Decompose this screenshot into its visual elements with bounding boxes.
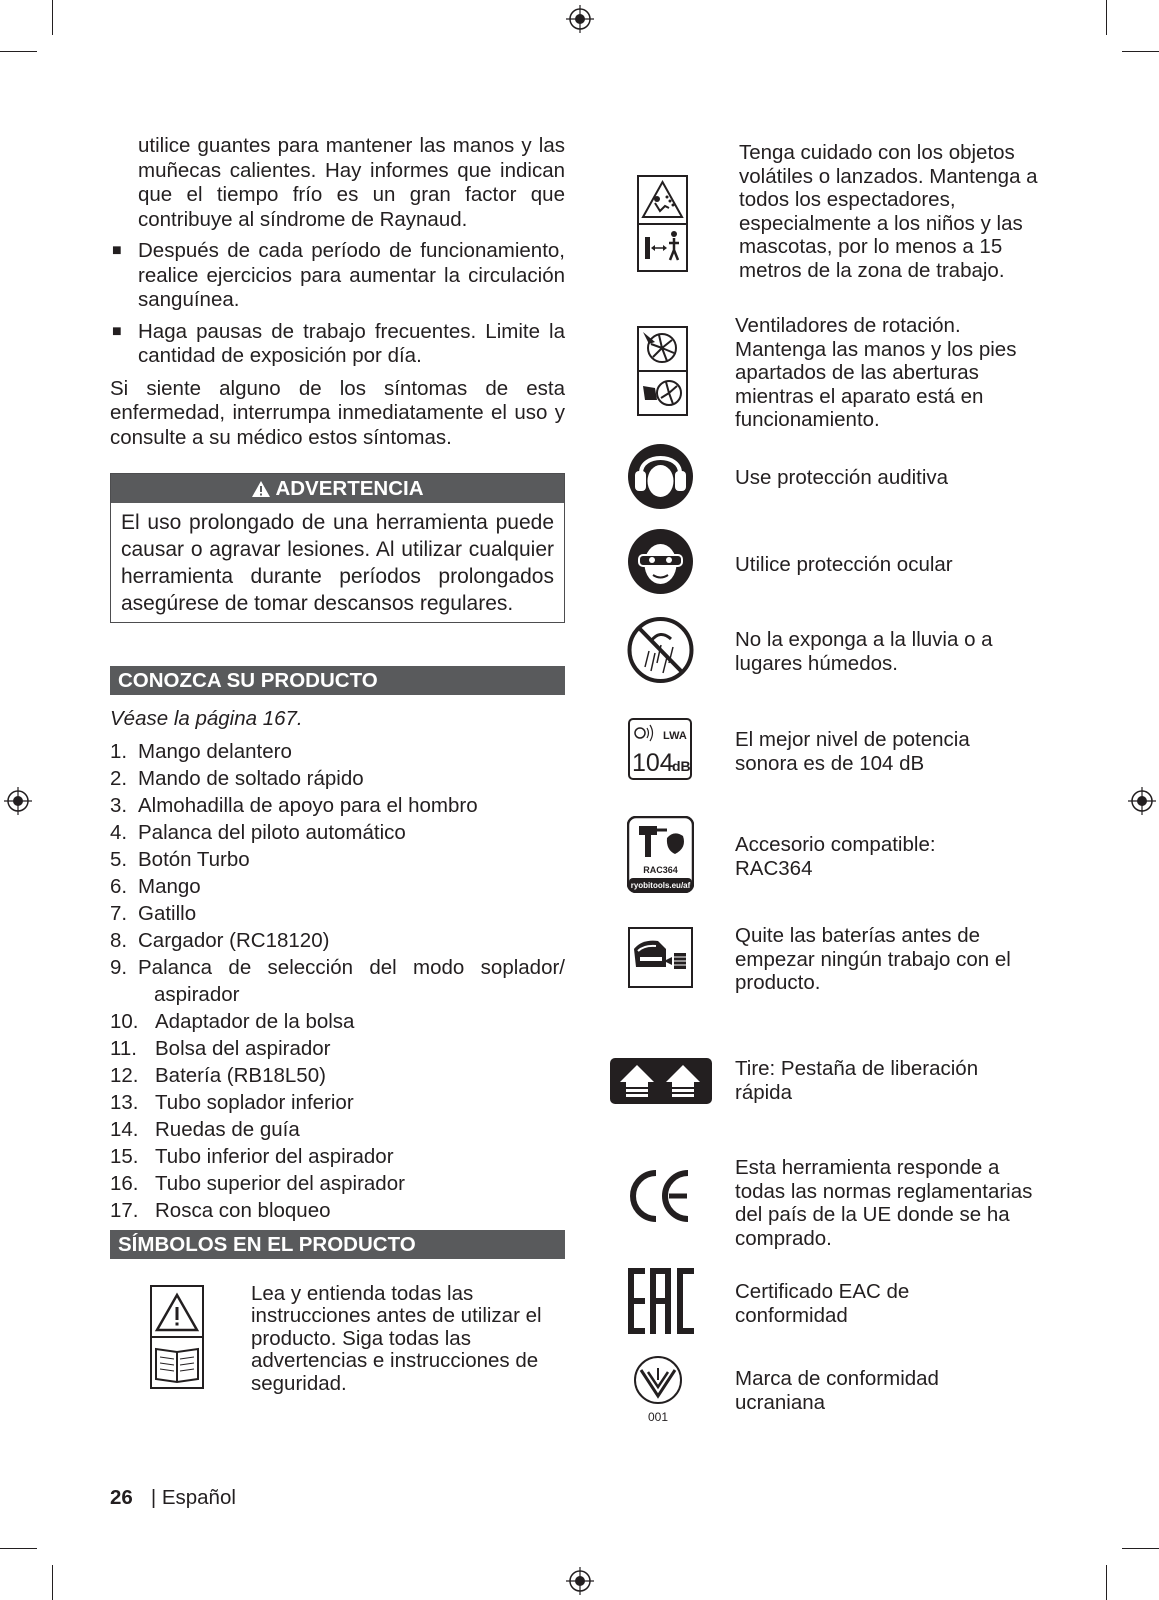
- svg-text:LWA: LWA: [663, 730, 687, 742]
- rotating-fan-icon: [637, 326, 688, 416]
- list-item: 15. Tubo inferior del aspirador: [110, 1144, 394, 1168]
- registration-mark-icon: [566, 5, 594, 33]
- warning-box: [110, 473, 565, 623]
- remove-battery-icon: [628, 927, 693, 988]
- section-heading-product: CONOZCA SU PRODUCTO: [110, 666, 565, 695]
- list-item: 7. Gatillo: [110, 901, 197, 925]
- list-item: 16. Tubo superior del aspirador: [110, 1171, 405, 1195]
- bullet-text: Haga pausas de trabajo frecuentes. Limite la cantidad de exposición por día.: [138, 319, 565, 367]
- svg-text:104: 104: [632, 749, 674, 777]
- list-item: 2. Mando de soltado rápido: [110, 766, 364, 790]
- bullet-text: Después de cada período de funcionamiento, realice ejercicios para aumentar la circulación sanguínea.: [138, 239, 565, 311]
- crop-mark: [52, 0, 53, 35]
- symbol-text: Tenga cuidado con los objetos volátiles o lanzados. Mantenga a todos los espectadores, especialmente a los niños y las mascotas, por lo menos a 15 metros de la zona de trabajo.: [739, 141, 1038, 282]
- registration-mark-icon: [566, 1567, 594, 1595]
- language-label: | Español: [150, 1486, 236, 1509]
- list-item: 8. Cargador (RC18120): [110, 928, 330, 952]
- list-item: 11. Bolsa del aspirador: [110, 1036, 331, 1060]
- symbol-text: Use protección auditiva: [735, 466, 949, 489]
- read-manual-icon: [150, 1285, 204, 1389]
- list-item: 9. Palanca de selección del modo soplador/ aspirador: [110, 955, 565, 1006]
- sound-power-icon: [628, 718, 692, 780]
- symbol-text: Marca de conformidad ucraniana: [735, 1367, 939, 1414]
- left-column: [110, 134, 565, 1395]
- list-item: 13. Tubo soplador inferior: [110, 1090, 354, 1114]
- svg-text:001: 001: [647, 1410, 669, 1424]
- eac-mark-icon: [628, 1268, 694, 1334]
- intro-paragraph: utilice guantes para mantener las manos y las muñecas calientes. Hay informes que indican que el tiempo frío es un gran factor que contribuye al síndrome de Raynaud.: [138, 134, 565, 231]
- crop-mark: [1106, 1565, 1107, 1600]
- symbol-text: El mejor nivel de potencia sonora es de 104 dB: [735, 728, 970, 775]
- symbol-text: Accesorio compatible: RAC364: [735, 833, 936, 880]
- compatible-accessory-icon: [627, 816, 694, 893]
- warning-header: [111, 474, 564, 503]
- no-rain-icon: [627, 615, 694, 685]
- warning-triangle-icon: [251, 480, 271, 498]
- list-item: 17. Rosca con bloqueo: [110, 1198, 331, 1222]
- bullet-square-icon: ■: [112, 242, 122, 259]
- quick-release-pull-icon: [610, 1058, 712, 1104]
- bullet-square-icon: ■: [112, 322, 122, 340]
- svg-text:dB: dB: [672, 758, 691, 774]
- symbol-text: Esta herramienta responde a todas las normas reglamentarias del país de la UE donde se ha comprado.: [735, 1156, 1033, 1250]
- eye-protection-icon: [627, 528, 694, 595]
- symbol-read-manual: [110, 1281, 565, 1395]
- page-footer: [110, 1486, 236, 1510]
- crop-mark: [0, 1548, 37, 1549]
- parts-list: [110, 738, 565, 1224]
- list-item: 12. Batería (RB18L50): [110, 1063, 326, 1087]
- crop-mark: [1122, 1548, 1159, 1549]
- see-page-reference: Véase la página 167.: [110, 707, 303, 730]
- list-item: 10. Adaptador de la bolsa: [110, 1009, 355, 1033]
- warning-text: El uso prolongado de una herramienta puede causar o agravar lesiones. Al utilizar cualquier herramienta durante períodos prolongados asegúrese de tomar descansos regulares.: [121, 511, 554, 615]
- symbol-text: Certificado EAC de conformidad: [735, 1280, 910, 1327]
- list-item: 5. Botón Turbo: [110, 847, 250, 871]
- symbol-text: Quite las baterías antes de empezar ningún trabajo con el producto.: [735, 924, 1011, 994]
- svg-text:ryobitools.eu/af: ryobitools.eu/af: [630, 881, 691, 890]
- page-number: 26: [110, 1486, 133, 1509]
- list-item: 6. Mango: [110, 874, 201, 898]
- bullet-item: [110, 320, 565, 369]
- read-manual-text: Lea y entienda todas las instrucciones antes de utilizar el producto. Siga todas las advertencias e instrucciones de seguridad.: [251, 1281, 542, 1395]
- symbol-text: Ventiladores de rotación. Mantenga las manos y los pies apartados de las aberturas mientras el aparato está en funcionamiento.: [735, 314, 1017, 431]
- symbol-text: No la exponga a la lluvia o a lugares húmedos.: [735, 628, 993, 675]
- list-item: 1. Mango delantero: [110, 739, 292, 763]
- bullet-item: [110, 239, 565, 313]
- list-item: 14. Ruedas de guía: [110, 1117, 300, 1141]
- closing-paragraph: Si siente alguno de los síntomas de esta enfermedad, interrumpa inmediatamente el uso y consulte a su médico estos síntomas.: [110, 376, 565, 449]
- symbol-text: Utilice protección ocular: [735, 553, 953, 576]
- ukraine-conformity-icon: [629, 1354, 687, 1426]
- crop-mark: [1106, 0, 1107, 35]
- crop-mark: [0, 51, 37, 52]
- registration-mark-icon: [1128, 787, 1156, 815]
- svg-text:RAC364: RAC364: [643, 865, 678, 875]
- crop-mark: [1122, 51, 1159, 52]
- flying-objects-keep-away-icon: [637, 175, 688, 272]
- warning-title: ADVERTENCIA: [275, 477, 424, 500]
- section-heading-symbols: SÍMBOLOS EN EL PRODUCTO: [110, 1230, 565, 1259]
- registration-mark-icon: [4, 787, 32, 815]
- crop-mark: [52, 1565, 53, 1600]
- symbol-text: Tire: Pestaña de liberación rápida: [735, 1057, 979, 1104]
- hearing-protection-icon: [627, 443, 694, 510]
- list-item: 3. Almohadilla de apoyo para el hombro: [110, 793, 478, 817]
- list-item: 4. Palanca del piloto automático: [110, 820, 406, 844]
- ce-mark-icon: [627, 1168, 691, 1224]
